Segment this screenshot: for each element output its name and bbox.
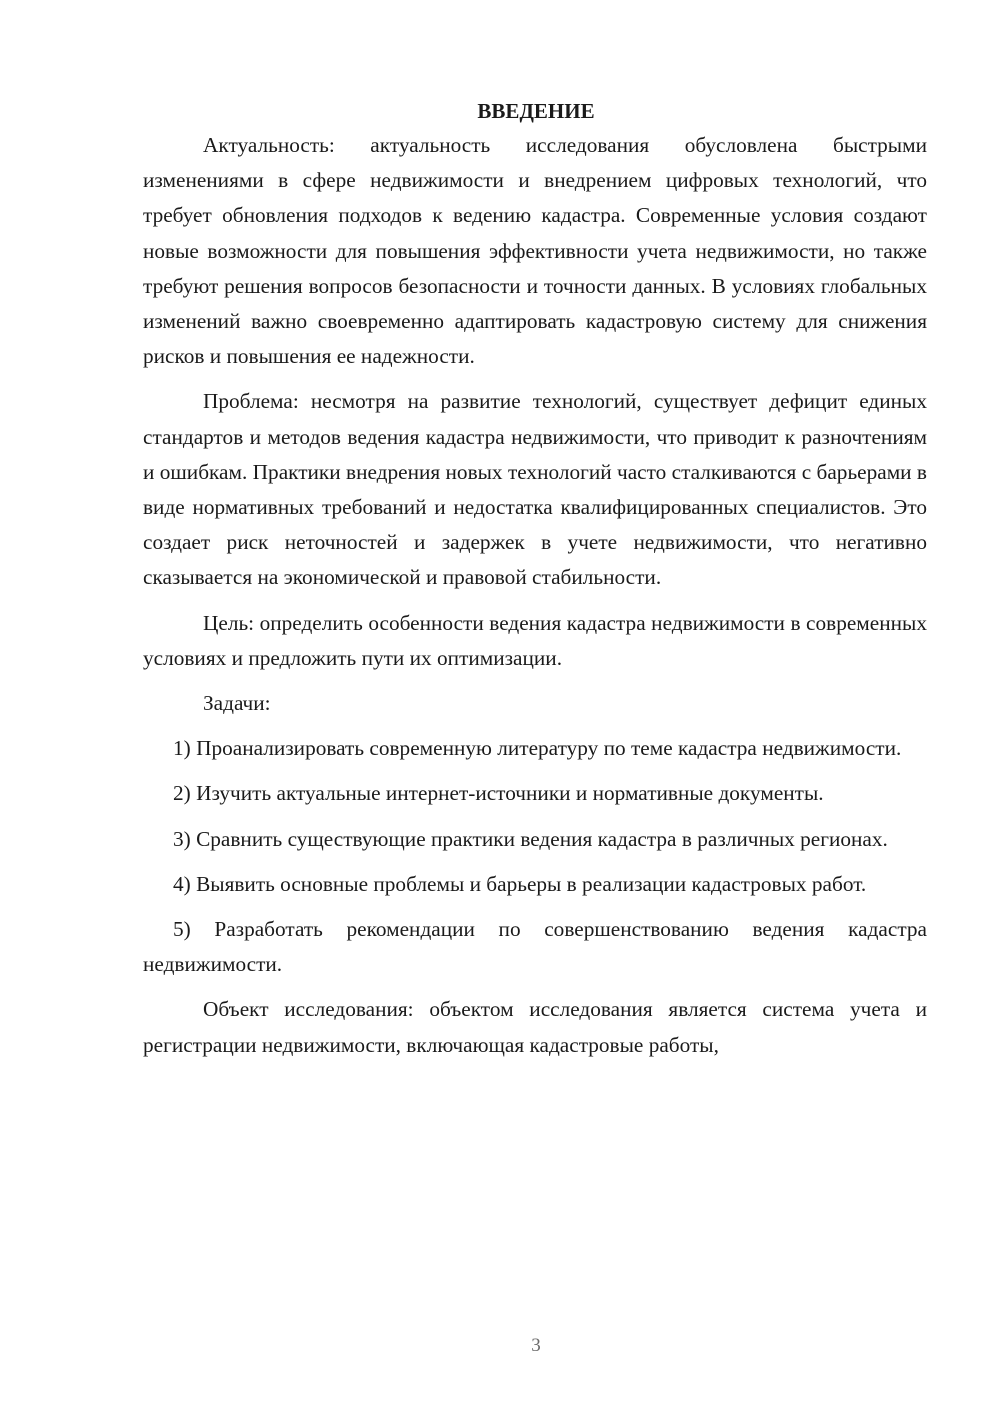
- object-paragraph: Объект исследования: объектом исследования является система учета и регистрации недвижимости, включающая кадастровые работы,: [143, 997, 927, 1057]
- task-item-4: 4) Выявить основные проблемы и барьеры в реализации кадастровых работ.: [173, 871, 867, 896]
- goal-paragraph: Цель: определить особенности ведения кадастра недвижимости в современных условиях и предложить пути их оптимизации.: [143, 610, 927, 670]
- problem-paragraph: Проблема: несмотря на развитие технологий, существует дефицит единых стандартов и методов ведения кадастра недвижимости, что приводит к разночтениям и ошибкам. Практики внедрения новых технологий часто сталкиваются с барьерами в виде нормативных требований и недостатка квалифицированных специалистов. Это создает риск неточностей и задержек в учете недвижимости, что негативно сказывается на экономической и правовой стабильности.: [143, 389, 927, 590]
- task-item-1: 1) Проанализировать современную литературу по теме кадастра недвижимости.: [173, 736, 902, 761]
- task-item-2: 2) Изучить актуальные интернет-источники и нормативные документы.: [173, 781, 824, 806]
- task-item-5: 5) Разработать рекомендации по совершенствованию ведения кадастра недвижимости.: [143, 917, 927, 977]
- relevance-paragraph: Актуальность: актуальность исследования обусловлена быстрыми изменениями в сфере недвижимости и внедрением цифровых технологий, что требует обновления подходов к ведению кадастра. Современные условия создают новые возможности для повышения эффективности учета недвижимости, но также требуют решения вопросов безопасности и точности данных. В условиях глобальных изменений важно своевременно адаптировать кадастровую систему для снижения рисков и повышения ее надежности.: [143, 133, 927, 369]
- tasks-label: Задачи:: [203, 691, 271, 716]
- page-number: 3: [531, 1335, 541, 1356]
- task-item-3: 3) Сравнить существующие практики ведения кадастра в различных регионах.: [173, 826, 888, 851]
- section-heading: ВВЕДЕНИЕ: [477, 99, 595, 123]
- page-content: [143, 96, 927, 1073]
